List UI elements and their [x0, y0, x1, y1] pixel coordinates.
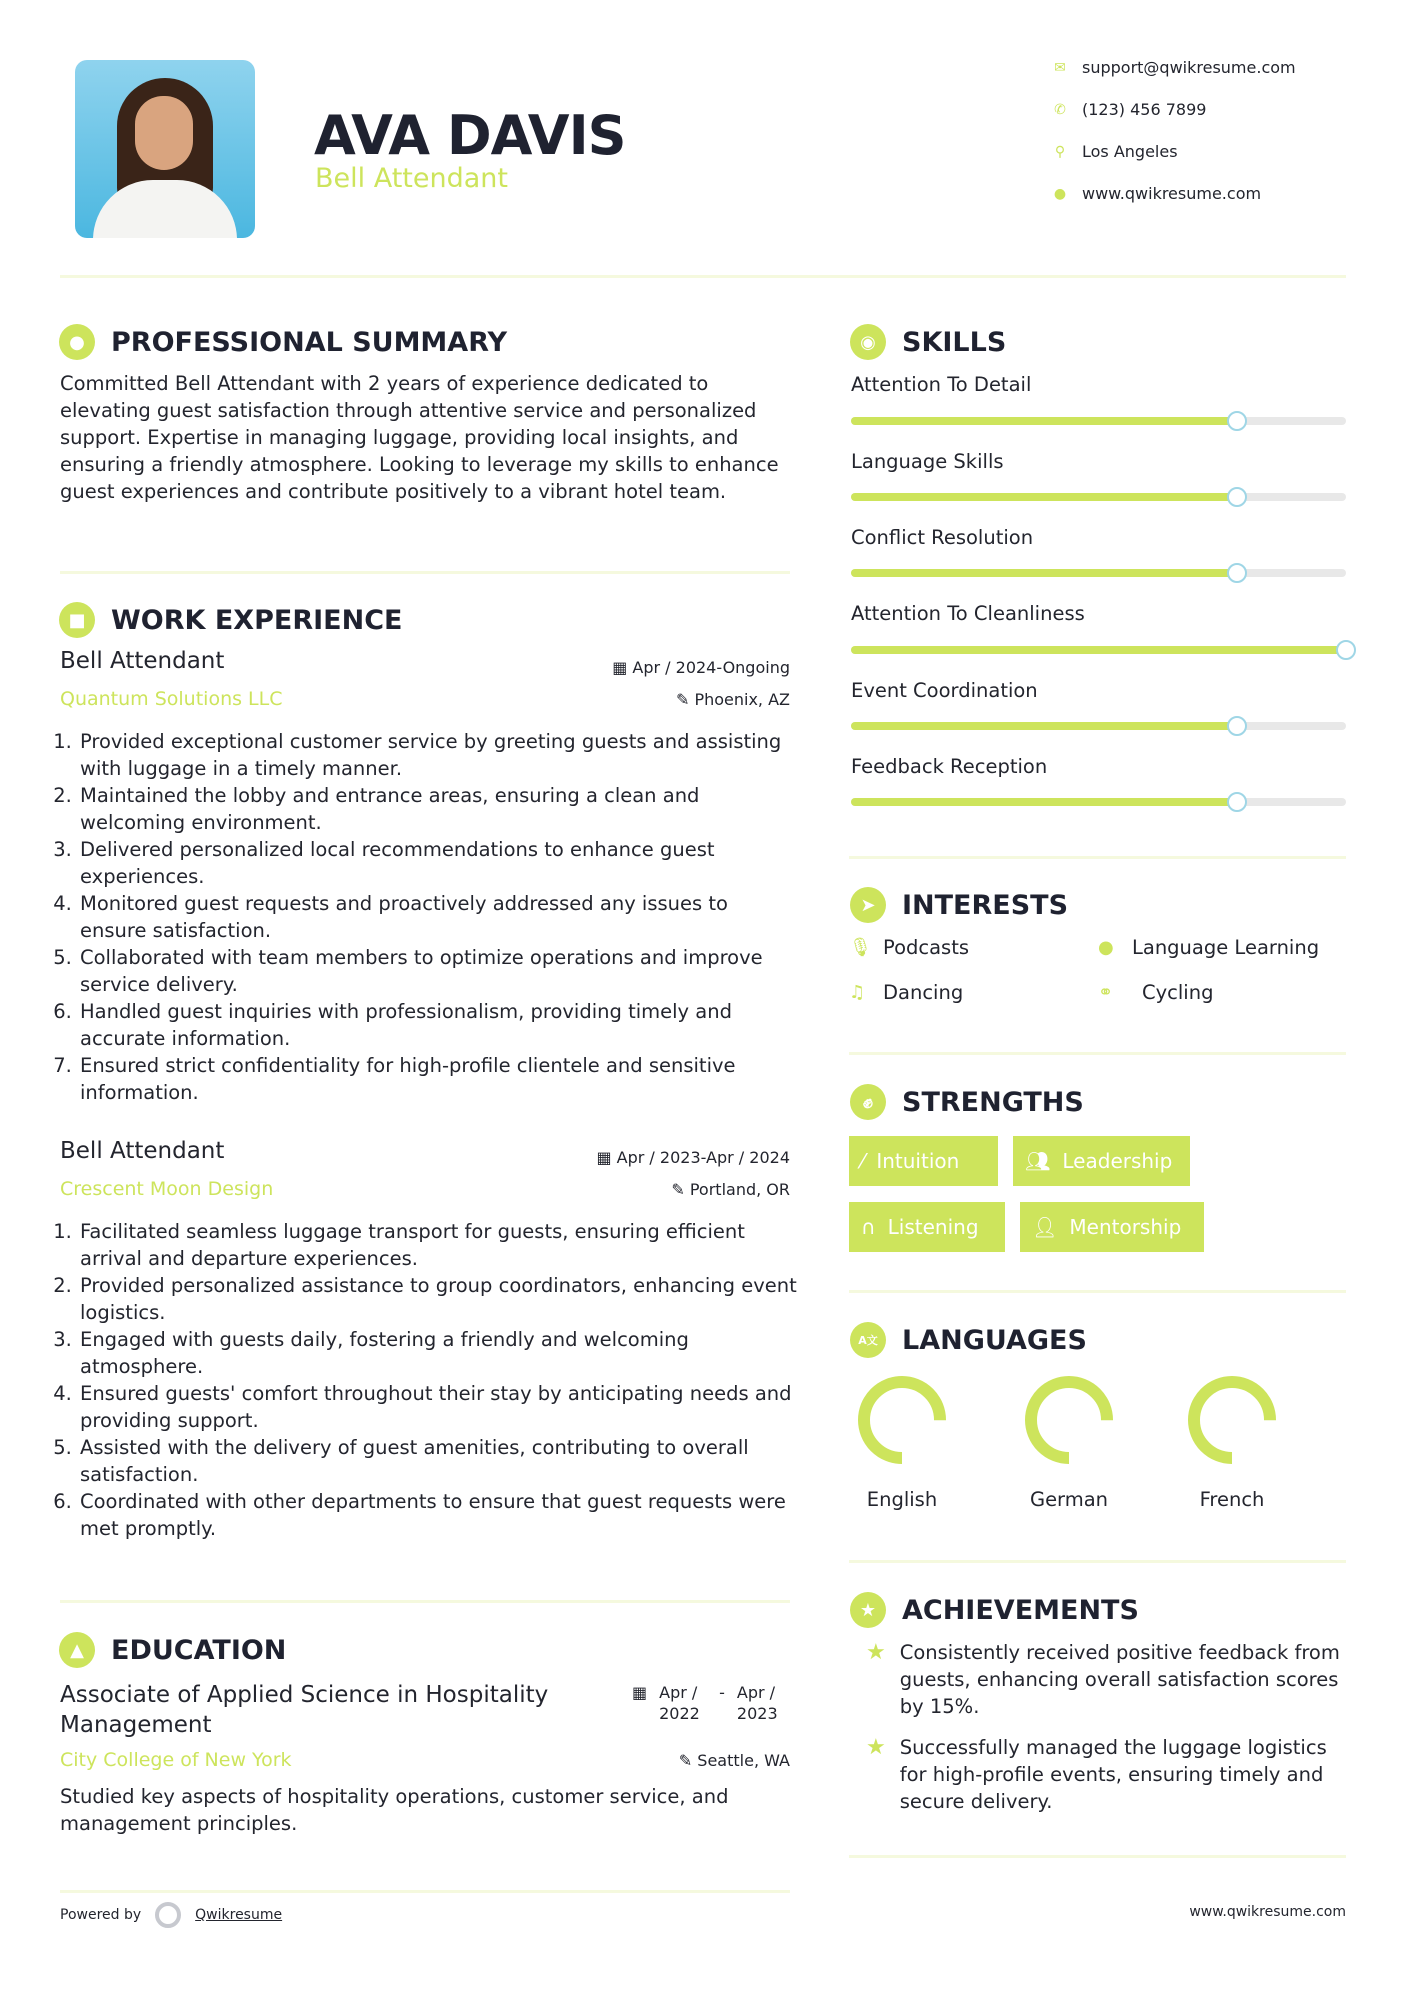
strengths-heading [850, 1084, 1084, 1120]
contact-website[interactable] [1052, 184, 1261, 203]
heading-text: PROFESSIONAL SUMMARY [111, 326, 508, 358]
headphones-icon: ∩ [861, 1215, 876, 1239]
heading-text: SKILLS [902, 326, 1007, 358]
interest-podcasts [849, 936, 969, 959]
pin-icon: ✎ [671, 1180, 690, 1199]
heading-text: ACHIEVEMENTS [902, 1594, 1139, 1626]
languages-heading [850, 1322, 1087, 1358]
dates-text: Apr / 2023-Apr / 2024 [616, 1148, 790, 1167]
list-item: 2. Provided personalized assistance to group coordinators, enhancing event logistics. [78, 1272, 800, 1326]
divider [60, 1600, 790, 1603]
list-item: 4. Ensured guests' comfort throughout their stay by anticipating needs and providing support. [78, 1380, 800, 1434]
achievement-text: Consistently received positive feedback from guests, enhancing overall satisfaction scores by 15%. [899, 1641, 1340, 1718]
skill-level-knob [1227, 563, 1247, 583]
contact-email[interactable] [1052, 58, 1296, 77]
contact-location [1052, 142, 1178, 161]
translate-icon: A文 [850, 1322, 886, 1358]
contact-text: (123) 456 7899 [1082, 100, 1207, 119]
summary-heading [59, 324, 507, 360]
star-icon: ★ [866, 1735, 886, 1760]
tag-label: Intuition [876, 1149, 960, 1173]
skill-label: Attention To Cleanliness [851, 602, 1085, 625]
heading-text: INTERESTS [902, 889, 1069, 921]
powered-by-text: Powered by [60, 1907, 142, 1923]
star-badge-icon: ★ [850, 1592, 886, 1628]
dates-text: Apr / 2024-Ongoing [632, 658, 790, 677]
skill-label: Event Coordination [851, 679, 1038, 702]
skill-bar-fill [851, 646, 1346, 654]
calendar-icon: ▦ [612, 658, 633, 677]
skill-bar-fill [851, 417, 1237, 425]
job-duties [60, 1218, 800, 1542]
lightbulb-icon: ◉ [850, 324, 886, 360]
achievement-item [866, 1639, 1356, 1720]
school: City College of New York [60, 1749, 292, 1771]
date-separator: - [719, 1683, 725, 1702]
language-name: French [1199, 1488, 1265, 1511]
experience-heading [59, 602, 402, 638]
list-item: 5. Collaborated with team members to optimize operations and improve service delivery. [78, 944, 800, 998]
interest-label: Language Learning [1132, 936, 1320, 959]
heading-text: WORK EXPERIENCE [111, 604, 403, 636]
language-level-ring [1187, 1375, 1277, 1465]
candidate-title: Bell Attendant [315, 163, 508, 194]
list-item: 1. Provided exceptional customer service by greeting guests and assisting with luggage in a timely manner. [78, 728, 800, 782]
qwikresume-logo-icon [155, 1902, 181, 1928]
job-location [676, 690, 790, 709]
calendar-icon: ▦ [632, 1683, 648, 1702]
skill-bar-fill [851, 798, 1237, 806]
list-item: 1. Facilitated seamless luggage transport for guests, ensuring efficient arrival and departure experiences. [78, 1218, 800, 1272]
skill-level-knob [1227, 716, 1247, 736]
graduation-icon: ▲ [59, 1632, 95, 1668]
contact-phone [1052, 100, 1206, 119]
location-text: Portland, OR [689, 1180, 790, 1199]
contact-text: Los Angeles [1082, 142, 1178, 161]
candidate-name: AVA DAVIS [314, 104, 626, 167]
interest-label: Dancing [883, 981, 964, 1004]
strength-tag [1013, 1136, 1190, 1186]
divider [60, 275, 1346, 278]
list-item: 5. Assisted with the delivery of guest amenities, contributing to overall satisfaction. [78, 1434, 800, 1488]
language-level-arc [1194, 1382, 1270, 1458]
contact-text: support@qwikresume.com [1082, 58, 1296, 77]
achievement-item [866, 1734, 1356, 1815]
list-item: 6. Handled guest inquiries with professionalism, providing timely and accurate information. [78, 998, 800, 1052]
list-item: 7. Ensured strict confidentiality for high-profile clientele and sensitive information. [78, 1052, 800, 1106]
job-role: Bell Attendant [60, 648, 225, 674]
summary-text: Committed Bell Attendant with 2 years of experience dedicated to elevating guest satisfaction through attentive service and personalized support. Expertise in managing luggage, providing local insights, and ensuring a friendly atmosphere. Looking to leverage my skills to enhance guest experiences and contribute positively to a vibrant hotel team. [60, 372, 779, 503]
tag-label: Leadership [1062, 1149, 1173, 1173]
skill-label: Conflict Resolution [851, 526, 1034, 549]
divider [849, 856, 1346, 859]
footer-website[interactable]: www.qwikresume.com [1189, 1904, 1346, 1920]
interest-label: Podcasts [883, 936, 970, 959]
heading-text: LANGUAGES [902, 1324, 1087, 1356]
strength-tag [849, 1202, 1005, 1252]
divider [849, 1855, 1346, 1858]
list-item: 6. Coordinated with other departments to ensure that guest requests were met promptly. [78, 1488, 800, 1542]
skill-bar [851, 722, 1346, 730]
fist-icon: ✊︎ [850, 1084, 886, 1120]
education-location [679, 1751, 790, 1770]
microphone-icon: 🎙︎ [849, 937, 872, 958]
language-level-arc [864, 1382, 940, 1458]
bicycle-icon: ⚭ [1098, 982, 1114, 1003]
interest-cycling [1098, 981, 1213, 1004]
globe-icon: ● [1098, 937, 1114, 958]
globe-icon: ● [1053, 185, 1067, 202]
user-plus-icon: 👤︎ [1032, 1215, 1058, 1239]
job-location [671, 1180, 790, 1199]
list-item: 3. Engaged with guests daily, fostering a friendly and welcoming atmosphere. [78, 1326, 800, 1380]
users-icon: 👥︎ [1025, 1149, 1051, 1173]
job-dates [612, 658, 790, 677]
divider [60, 571, 790, 574]
skill-bar [851, 493, 1346, 501]
interest-language-learning [1098, 936, 1319, 959]
tag-label: Listening [887, 1215, 979, 1239]
skill-label: Attention To Detail [851, 373, 1032, 396]
footer-powered [60, 1902, 282, 1928]
education-dates [632, 1682, 785, 1724]
skill-level-knob [1227, 792, 1247, 812]
education-heading [59, 1632, 286, 1668]
heading-text: STRENGTHS [902, 1086, 1084, 1118]
job-company: Quantum Solutions LLC [60, 688, 283, 710]
skill-bar [851, 569, 1346, 577]
skill-bar [851, 646, 1346, 654]
skill-bar [851, 417, 1346, 425]
skill-bar-fill [851, 722, 1237, 730]
pin-icon: ✎ [675, 690, 695, 709]
list-item: 2. Maintained the lobby and entrance areas, ensuring a clean and welcoming environment. [78, 782, 800, 836]
interests-heading [850, 887, 1068, 923]
skill-level-knob [1227, 487, 1247, 507]
divider [849, 1290, 1346, 1293]
end-date: Apr / 2023 [736, 1683, 778, 1723]
list-item: 4. Monitored guest requests and proactively addressed any issues to ensure satisfaction. [78, 890, 800, 944]
language-name: English [866, 1488, 938, 1511]
job-duties [60, 728, 800, 1106]
job-company: Crescent Moon Design [60, 1178, 274, 1200]
degree: Associate of Applied Science in Hospitality Management [60, 1682, 549, 1738]
strength-tag [1020, 1202, 1204, 1252]
skill-label: Feedback Reception [851, 755, 1048, 778]
heading-text: EDUCATION [111, 1634, 287, 1666]
contact-text: www.qwikresume.com [1082, 184, 1262, 203]
language-level-ring [857, 1375, 947, 1465]
divider [849, 1560, 1346, 1563]
skill-label: Language Skills [851, 450, 1004, 473]
job-role: Bell Attendant [60, 1138, 225, 1164]
location-text: Phoenix, AZ [694, 690, 790, 709]
strength-tag [849, 1136, 998, 1186]
job-dates [596, 1148, 790, 1167]
map-pin-icon: ⚲ [1054, 143, 1066, 160]
divider [849, 1052, 1346, 1055]
skills-heading [850, 324, 1006, 360]
envelope-icon: ✉ [1054, 59, 1066, 76]
pin-icon: ✎ [678, 1751, 698, 1770]
interest-dancing [849, 981, 963, 1004]
profile-photo [75, 60, 255, 238]
phone-icon: ✆ [1054, 101, 1066, 118]
skill-bar-fill [851, 493, 1237, 501]
language-level-ring [1024, 1375, 1114, 1465]
calendar-icon: ▦ [596, 1148, 617, 1167]
skill-bar [851, 798, 1346, 806]
magic-wand-icon: ⁄ [861, 1149, 865, 1173]
start-date: Apr / 2022 [659, 1683, 700, 1723]
divider [60, 1890, 790, 1893]
user-icon: ● [59, 324, 95, 360]
skill-level-knob [1336, 640, 1356, 660]
interest-label: Cycling [1142, 981, 1214, 1004]
tag-label: Mentorship [1069, 1215, 1182, 1239]
star-icon: ★ [866, 1640, 886, 1665]
language-level-arc [1031, 1382, 1107, 1458]
education-description: Studied key aspects of hospitality operations, customer service, and management principles. [60, 1785, 729, 1835]
list-item: 3. Delivered personalized local recommendations to enhance guest experiences. [78, 836, 800, 890]
music-icon: ♫ [849, 982, 866, 1003]
skill-bar-fill [851, 569, 1237, 577]
achievement-text: Successfully managed the luggage logistics for high-profile events, ensuring timely and secure delivery. [899, 1736, 1327, 1813]
location-text: Seattle, WA [697, 1751, 790, 1770]
achievements-heading [850, 1592, 1139, 1628]
briefcase-icon: ■ [59, 602, 95, 638]
language-name: German [1029, 1488, 1109, 1511]
paper-plane-icon: ➤ [850, 887, 886, 923]
skill-level-knob [1227, 411, 1247, 431]
brand-link[interactable]: Qwikresume [195, 1907, 283, 1923]
